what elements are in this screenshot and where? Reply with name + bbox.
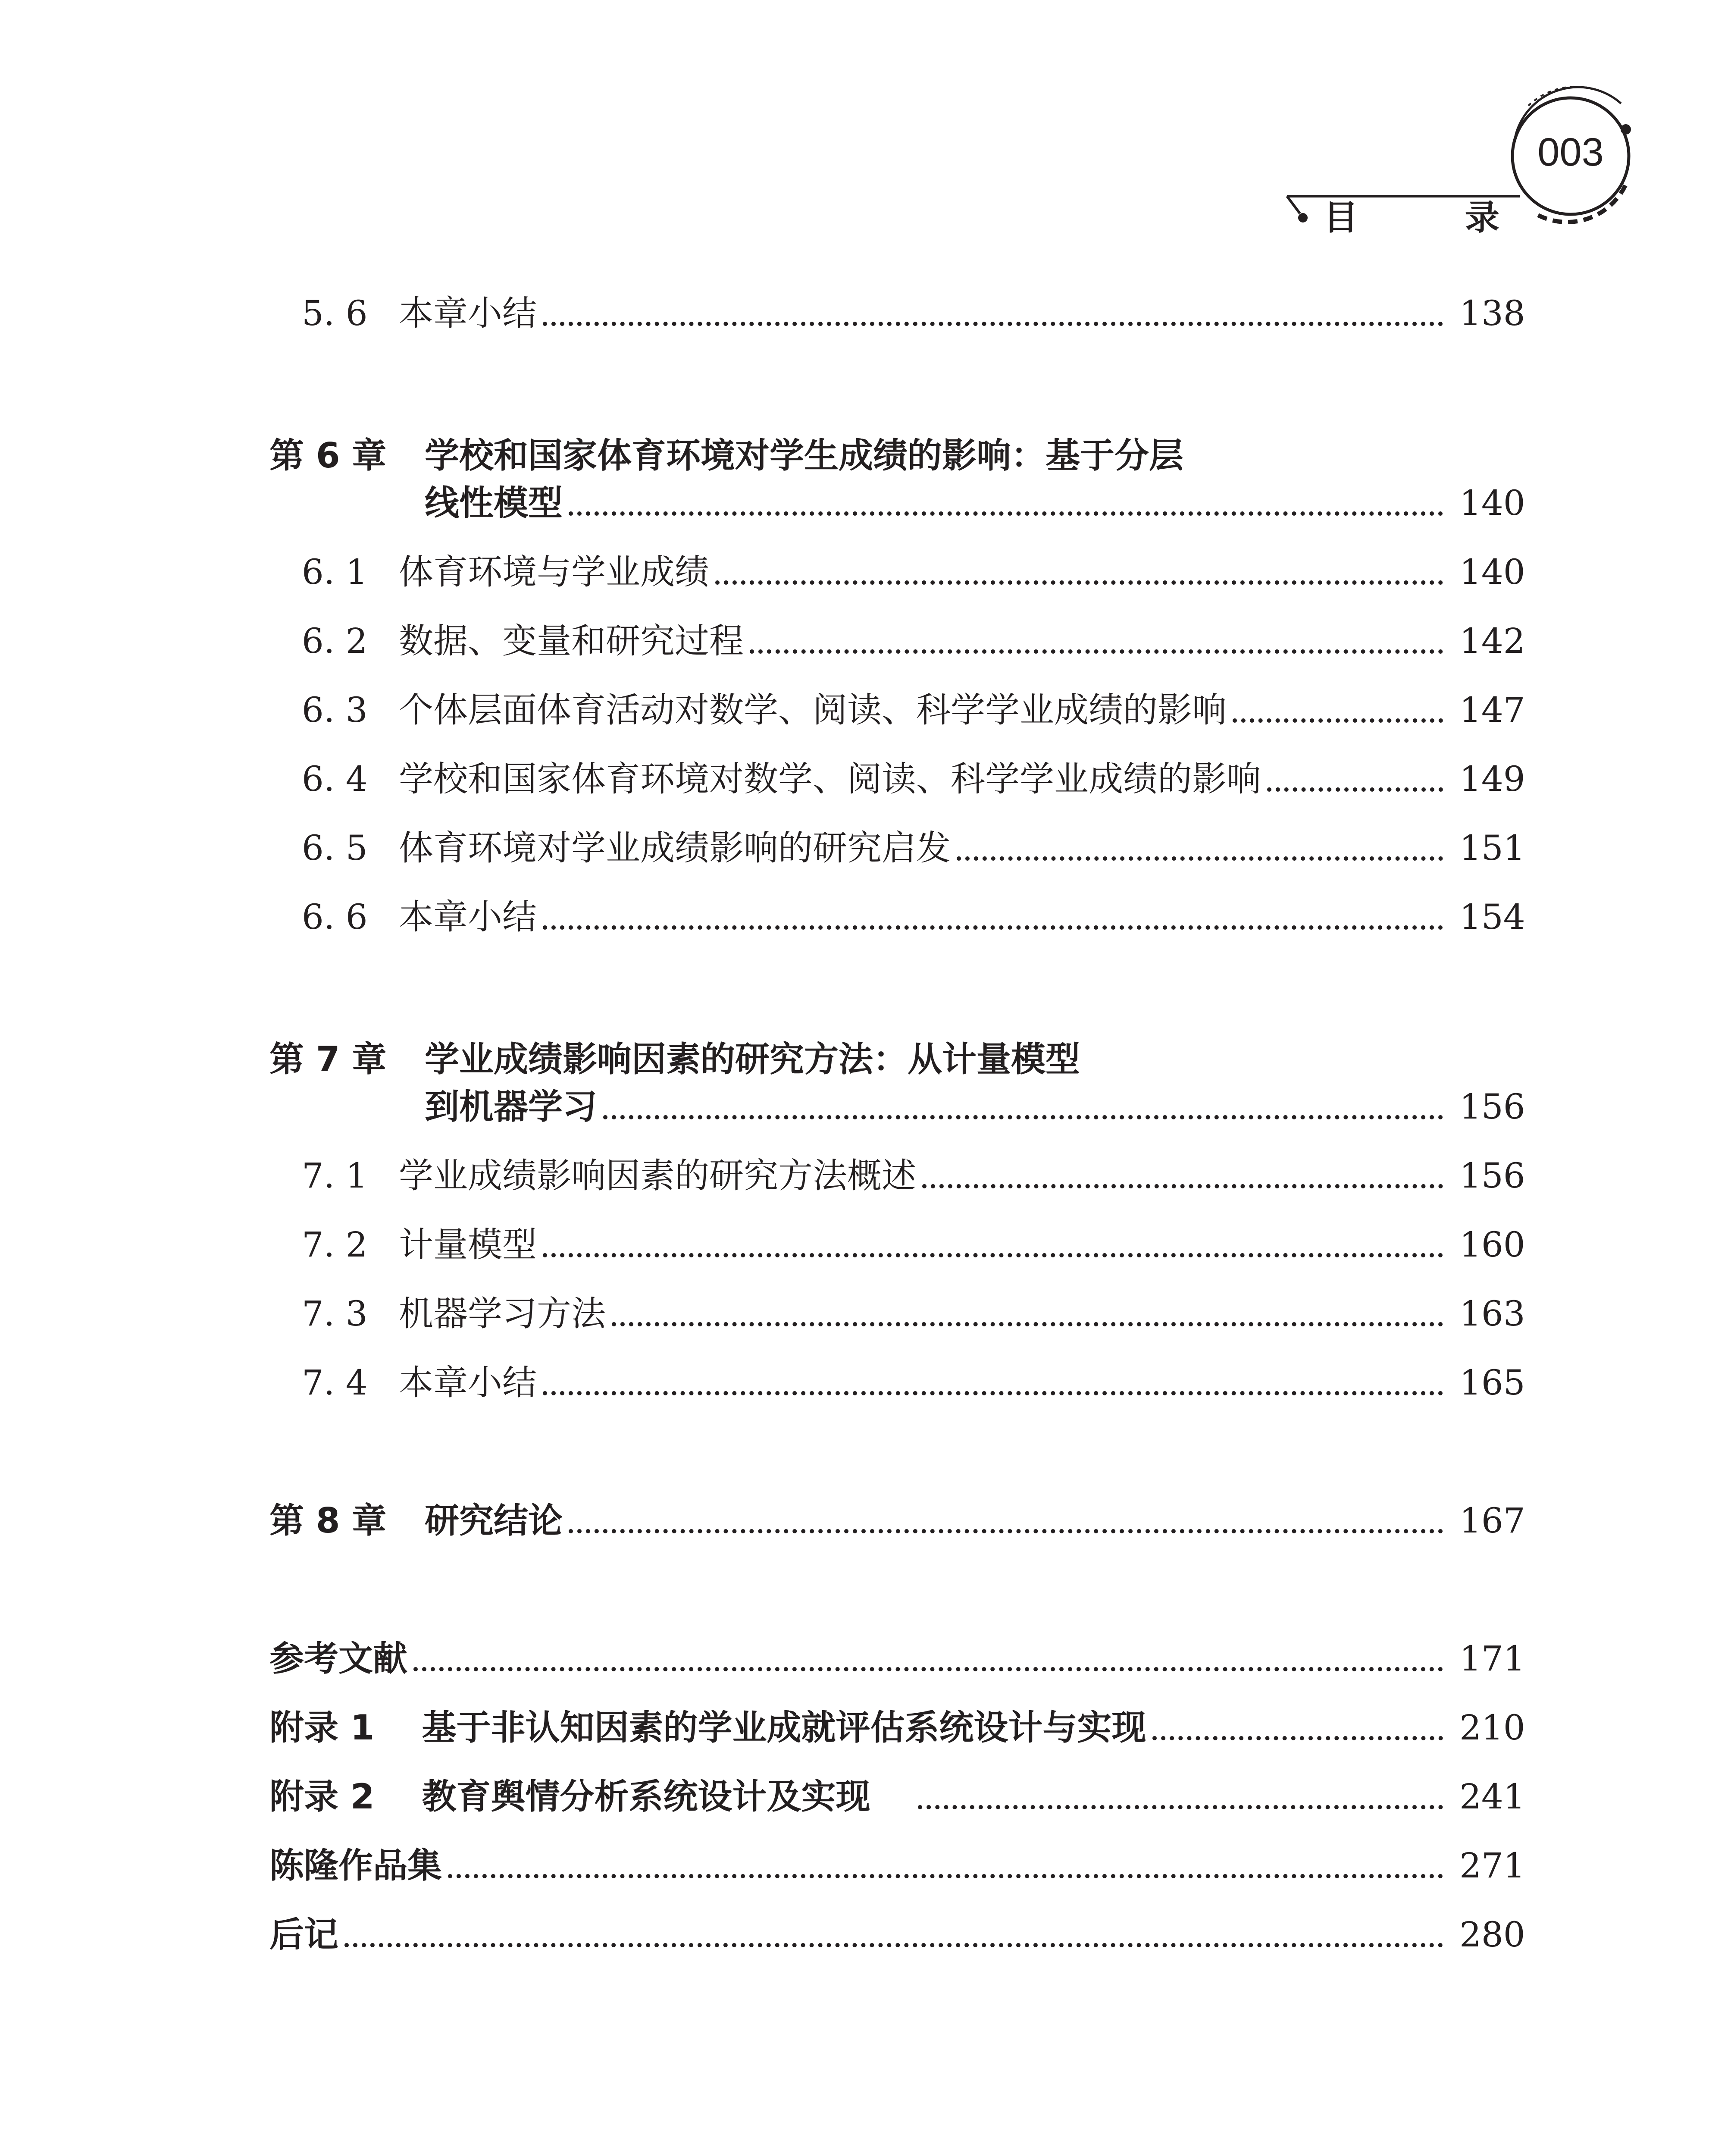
toc-appendix-2[interactable]: 附录 2 教育舆情分析系统设计及实现 241: [269, 1777, 1525, 1817]
toc-entry-5-6[interactable]: 5. 6 本章小结 138: [302, 293, 1525, 333]
dot-leader: [413, 1667, 1443, 1671]
toc-works-collection[interactable]: 陈隆作品集 271: [269, 1846, 1525, 1886]
page-number: 003: [1537, 130, 1604, 174]
dot-leader: [922, 1184, 1443, 1188]
toc-entry-7-4[interactable]: 7. 4 本章小结 165: [302, 1363, 1525, 1403]
dot-leader: [1267, 787, 1443, 792]
toc-entry-6-1[interactable]: 6. 1 体育环境与学业成绩 140: [302, 552, 1525, 592]
toc-chapter-7[interactable]: 到机器学习 156: [425, 1087, 1525, 1127]
dot-leader: [543, 925, 1443, 930]
toc-references[interactable]: 参考文献 171: [269, 1639, 1525, 1679]
running-head: 目 录: [1324, 197, 1547, 238]
dot-leader: [1233, 718, 1443, 723]
dot-leader: [750, 649, 1443, 654]
toc-chapter-7-heading[interactable]: 第 7 章 学业成绩影响因素的研究方法：从计量模型: [269, 1039, 1080, 1079]
toc-entry-7-3[interactable]: 7. 3 机器学习方法 163: [302, 1294, 1525, 1334]
dot-leader: [448, 1874, 1443, 1878]
dot-leader: [543, 1253, 1443, 1257]
dot-leader: [1152, 1736, 1443, 1740]
dot-leader: [603, 1115, 1443, 1119]
toc-entry-6-5[interactable]: 6. 5 体育环境对学业成绩影响的研究启发 151: [302, 828, 1525, 868]
dot-leader: [543, 322, 1443, 326]
dot-leader: [543, 1391, 1443, 1395]
toc-chapter-6[interactable]: 线性模型 140: [425, 483, 1525, 523]
dot-leader: [569, 511, 1443, 516]
dot-leader: [715, 580, 1443, 585]
dot-leader: [344, 1943, 1443, 1947]
toc-appendix-1[interactable]: 附录 1 基于非认知因素的学业成就评估系统设计与实现 210: [269, 1708, 1525, 1748]
toc-entry-6-3[interactable]: 6. 3 个体层面体育活动对数学、阅读、科学学业成绩的影响 147: [302, 690, 1525, 730]
toc-entry-7-2[interactable]: 7. 2 计量模型 160: [302, 1225, 1525, 1265]
dot-leader: [569, 1529, 1443, 1533]
toc-chapter-8[interactable]: 第 8 章 研究结论 167: [269, 1501, 1525, 1541]
toc-chapter-6-heading[interactable]: 第 6 章 学校和国家体育环境对学生成绩的影响：基于分层: [269, 436, 1183, 476]
toc-entry-7-1[interactable]: 7. 1 学业成绩影响因素的研究方法概述 156: [302, 1156, 1525, 1196]
toc-entry-6-2[interactable]: 6. 2 数据、变量和研究过程 142: [302, 621, 1525, 661]
dot-leader: [612, 1322, 1443, 1326]
dot-leader: [918, 1805, 1443, 1809]
toc-entry-6-4[interactable]: 6. 4 学校和国家体育环境对数学、阅读、科学学业成绩的影响 149: [302, 759, 1525, 799]
toc-afterword[interactable]: 后记 280: [269, 1915, 1525, 1955]
dot-leader: [957, 856, 1443, 861]
toc-entry-6-6[interactable]: 6. 6 本章小结 154: [302, 897, 1525, 937]
